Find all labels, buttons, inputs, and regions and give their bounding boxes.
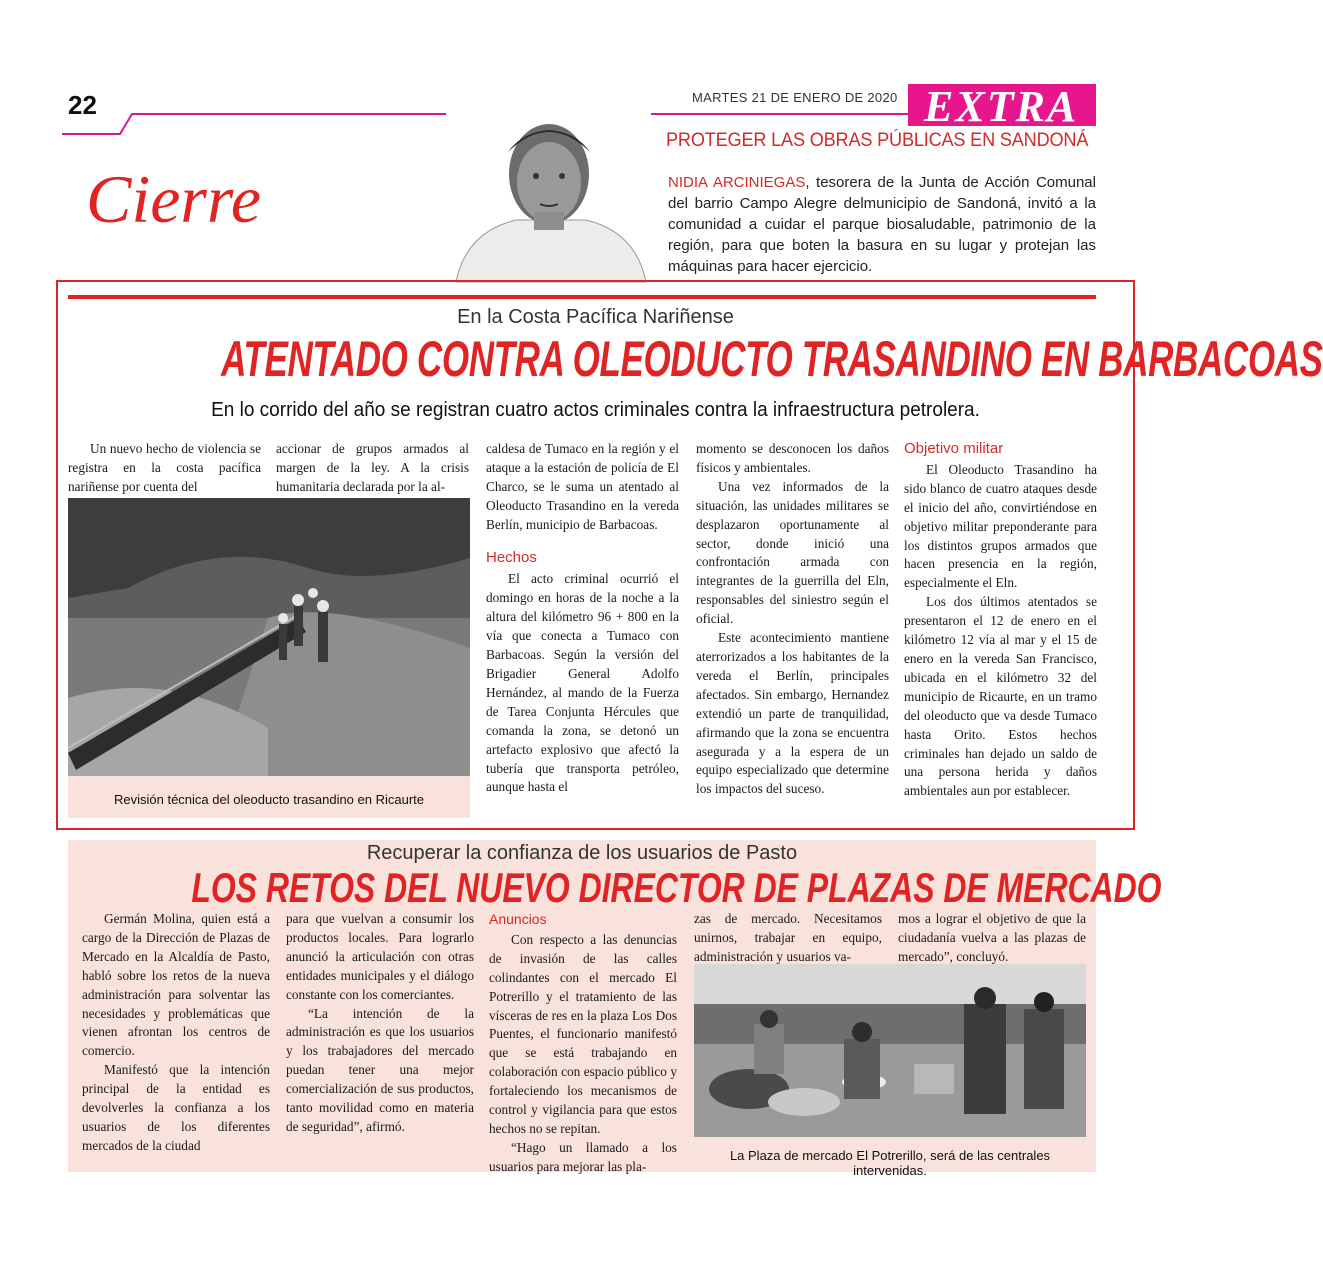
market-photo	[694, 964, 1086, 1137]
article2-subheading-anuncios: Anuncios	[489, 911, 547, 927]
article2-kicker: Recuperar la confianza de los usuarios de Pasto	[366, 842, 798, 864]
issue-date: MARTES 21 DE ENERO DE 2020	[692, 90, 898, 105]
article2-col4-paragraph: zas de mercado. Necesitamos unirnos, trabajar en equipo, administración y usuarios va-	[694, 911, 882, 964]
article1-col2-intro	[276, 440, 469, 497]
article1-col4-paragraph: Este acontecimiento mantiene aterrorizados a los habitantes de la vereda el Berlín, principales afectados. Sin embargo, Hernandez extendió un parte de tranquilidad, afirmando que la zona se encuentra asegurada y a la espera de un equipo especializado que determine los impactos del suceso.	[696, 630, 889, 797]
portrait-photo	[446, 112, 651, 282]
top-story-person-name: NIDIA ARCINIEGAS	[668, 174, 806, 191]
top-story-body: , tesorera de la Junta de Acción Comunal del barrio Campo Alegre delmunicipio de Sandoná, invitó a la comunidad a cuidar el parque biosaludable, patrimonio de la región, para que boten la basura en su lugar y protejan las máquinas para hacer ejercicio.	[668, 174, 1096, 275]
top-story-text	[668, 172, 1096, 277]
article1-subheading-objetivo: Objetivo militar	[904, 440, 1004, 457]
market-image	[694, 964, 1086, 1137]
article2-col1-paragraph: Germán Molina, quien está a cargo de la Dirección de Plazas de Mercado en la Alcaldía de Pasto, habló sobre los retos de la nueva administración para solventar las necesidades y problemáticas que vienen afrontan los centros de comercio.	[82, 911, 270, 1059]
article1-col3-paragraph: caldesa de Tumaco en la región y el ataque a la estación de policía de El Charco, se le suma un atentado al Oleoducto Trasandino en la vereda Berlín, municipio de Barbacoas.	[486, 441, 679, 532]
article1-col3-paragraph: El acto criminal ocurrió el domingo en horas de la noche a la altura del kilómetro 96 + 800 en la vía que conecta a Tumaco con Barbacoas. Según la versión del Brigadier General Adolfo Hernández, al mando de la Fuerza de Tarea Conjunta Hércules que comanda la zona, se detonó un artefacto explosivo que afectó la tubería que transporta petróleo, aunque hasta el	[486, 571, 679, 795]
article2-col4	[694, 910, 882, 967]
article1-col5-paragraph: El Oleoducto Trasandino ha sido blanco de cuatro ataques desde el inicio del año, convirtiéndose en objetivo militar preponderante para los distintos grupos armados que hacen presencia en la región, especialmente el Eln.	[904, 461, 1097, 591]
article1-col4	[696, 440, 889, 799]
article1-deck: En lo corrido del año se registran cuatro actos criminales contra la infraestructura petrolera.	[211, 399, 980, 421]
article1-col2-paragraph: accionar de grupos armados al margen de la ley. A la crisis humanitaria declarada por la al-	[276, 441, 469, 494]
article1-col1-paragraph: Un nuevo hecho de violencia se registra en la costa pacífica nariñense por cuenta del	[68, 441, 261, 494]
article1-subheading-hechos: Hechos	[486, 548, 537, 566]
article1-col3	[486, 440, 679, 797]
article2-col2-paragraph: “La intención de la administración es que los usuarios y los trabajadores del mercado puedan tener una mejor comercialización de sus productos, tanto movilidad como en materia de seguridad”, afirmó.	[286, 1005, 474, 1134]
article1-col5-paragraph: Los dos últimos atentados se presentaron el 12 de enero en el kilómetro 12 vía al mar y el 15 de enero en la vereda San Francisco, ubicada en el kilómetro 32 del municipio de Ricaurte, en un tramo del oleoducto que va desde Tumaco hasta Orito. Estos hechos criminales han dejado un saldo de una persona herida y daños ambientales aun por establecer.	[904, 594, 1097, 799]
article2-col3-paragraph: Con respecto a las denuncias de invasión de las calles colindantes con el mercado El Potrerillo y el tratamiento de las vísceras de res en la plaza Los Dos Puentes, el funcionario manifestó que se está trabajando en colaboración con espacio público y fortaleciendo los mecanismos de control y vigilancia para que estos hechos no se repitan.	[489, 931, 677, 1136]
top-story-headline: PROTEGER LAS OBRAS PÚBLICAS EN SANDONÁ	[666, 129, 1089, 151]
article2-col1-paragraph: Manifestó que la intención principal de la entidad es devolverles la confianza a los usuarios de los diferentes mercados de la ciudad	[82, 1062, 270, 1153]
article2-col1	[82, 910, 270, 1156]
brand-logo-text: EXTRA	[924, 82, 1079, 131]
article1-col4-paragraph: Una vez informados de la situación, las unidades militares se desplazaron oportunamente al sector, donde inició una confrontación armada con integrantes de la guerrilla del Eln, responsables del siniestro según el oficial.	[696, 478, 889, 627]
brand-logo	[908, 82, 1096, 131]
article2-col5-paragraph: mos a lograr el objetivo de que la ciudadanía vuelva a las plazas de mercado”, concluyó.	[898, 911, 1086, 964]
section-title: Cierre	[86, 161, 262, 237]
article1-kicker: En la Costa Pacífica Nariñense	[457, 306, 734, 328]
pipeline-caption-box	[68, 776, 470, 818]
article2-col3-paragraph: “Hago un llamado a los usuarios para mejorar las pla-	[489, 1139, 677, 1174]
article2-headline: LOS RETOS DEL NUEVO DIRECTOR DE PLAZAS DE MERCADO	[191, 864, 1162, 911]
article1-col1-intro	[68, 440, 261, 497]
market-photo-caption: La Plaza de mercado El Potrerillo, será de las centrales intervenidas.	[729, 1148, 1051, 1178]
article2-col3	[489, 910, 677, 1177]
article2-col2	[286, 910, 474, 1137]
page-number: 22	[68, 90, 97, 120]
pipeline-photo-caption: Revisión técnica del oleoducto trasandino en Ricaurte	[113, 792, 425, 807]
pipeline-image	[68, 498, 470, 776]
article1-top-rule	[68, 295, 1096, 299]
article2-col5	[898, 910, 1086, 967]
article1-col4-paragraph: momento se desconocen los daños físicos y ambientales.	[696, 441, 889, 475]
woman-portrait-image	[446, 112, 651, 282]
article1-col5	[904, 440, 1097, 801]
pipeline-photo	[68, 498, 470, 776]
article1-headline: ATENTADO CONTRA OLEODUCTO TRASANDINO EN BARBACOAS	[221, 331, 1323, 387]
article2-col2-paragraph: para que vuelvan a consumir los productos locales. Para lograrlo anunció la articulación con otras entidades municipales y el diálogo constante con los comerciantes.	[286, 911, 474, 1002]
